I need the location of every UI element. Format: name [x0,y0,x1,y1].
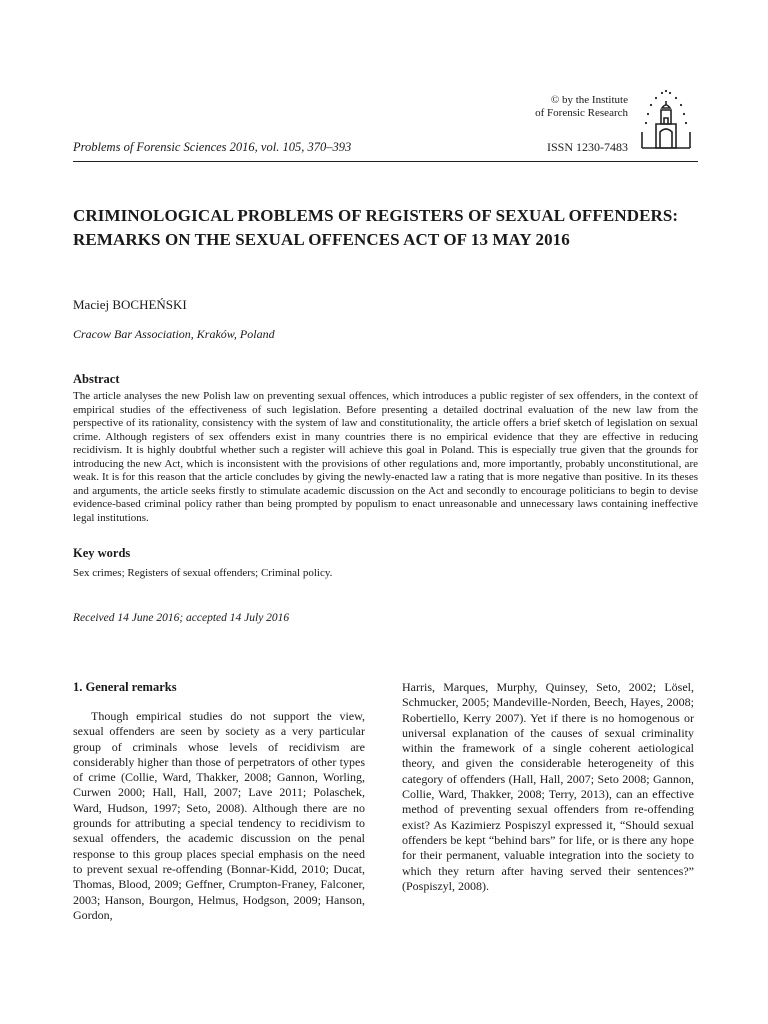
received-dates: Received 14 June 2016; accepted 14 July 2016 [73,612,290,624]
author-affiliation: Cracow Bar Association, Kraków, Poland [73,327,275,341]
author-name: Maciej BOCHEŃSKI [73,297,187,312]
keywords-heading: Key words [73,546,131,560]
section-heading: 1. General remarks [73,680,177,694]
copyright-line-1: © by the Institute [550,94,628,106]
page-header [73,88,698,162]
journal-citation: Problems of Forensic Sciences 2016, vol. 105, 370–393 [73,140,352,154]
institute-seal-icon [634,88,698,152]
copyright-line-2: of Forensic Research [535,107,628,119]
article-title: CRIMINOLOGICAL PROBLEMS OF REGISTERS OF SEXUAL OFFENDERS: REMARKS ON THE SEXUAL OFFENCES ACT OF 13 MAY 2016 [73,206,679,249]
body-paragraph-right: Harris, Marques, Murphy, Quinsey, Seto, 2002; Lösel, Schmucker, 2005; Mandeville-Norden, Beech, Hayes, 2008; Robertiello, Kerry 2007). Yet if there is no homogenous or universal explanation of the causes of sexual criminality within the framework of a single coherent aetiological theory, and given the considerable heterogeneity of this category of offenders (Hall, Hall, 2007; Seto 2008; Gannon, Collie, Ward, Thakker, 2008; Terry, 2013), can an effective method of preventing sexual offenders from re-offending exist? As Kazimierz Pospiszyl expressed it, “Should sexual offenders be kept “behind bars” for life, or is there any hope for their permanent, valuable integration into the society to which they return after having served their sentences?” (Pospiszyl, 2008). [402,680,694,893]
abstract-text: The article analyses the new Polish law on preventing sexual offences, which introduces a public register of sex offenders, in the context of empirical studies of the effectiveness of such legislation. Before presenting a detailed doctrinal evaluation of the new law from the perspective of its rationality, consistency with the system of law and constitutionality, the article offers a brief sketch of legislation on sexual crime. Although registers of sex offenders exist in many countries there is no empirical evidence that they are effective in reducing recidivism. It is highly doubtful whether such a register will achieve this goal in Poland. This is especially true given that the grounds for introducing the new Act, which is inconsistent with the provisions of other regulations and, more importantly, probably unconstitutional, are weak. It is for this reason that the article concludes by giving the newly-enacted law a rating that is more negative than positive. In its theses and arguments, the article seeks firstly to stimulate academic discussion on the Act and secondly to encourage politicians to begin to devise evidence-based criminal policy rather than being prompted by populism to enact unreasonable and unnecessary laws containing ineffective legal institutions. [73,390,698,524]
copyright-notice [535,94,628,120]
issn: ISSN 1230-7483 [546,140,628,154]
header-divider [73,161,698,162]
body-paragraph-left: Though empirical studies do not support the view, sexual offenders are seen by society as a very particular group of criminals whose levels of recidivism are considerably higher than those of perpetrators of other types of crime (Collie, Ward, Thakker, 2008; Gannon, Worling, Curwen 2000; Hall, Hall, 2007; Lave 2011; Polaschek, Ward, Hudson, 1997; Seto, 2008). Although there are no grounds for attributing a special tendency to recidivism to sexual offenders, the academic discussion on the penal response to this group places special emphasis on the need to prevent sexual re-offending (Bonnar-Kidd, 2010; Ducat, Thomas, Blood, 2009; Geffner, Crumpton-Franey, Falconer, 2003; Hanson, Bourgon, Helmus, Hodgson, 2009; Hanson, Gordon, [73,709,365,922]
abstract-heading: Abstract [73,372,120,386]
keywords-text: Sex crimes; Registers of sexual offenders; Criminal policy. [73,567,333,579]
body-column-right [402,680,694,894]
body-column-left [73,680,365,923]
